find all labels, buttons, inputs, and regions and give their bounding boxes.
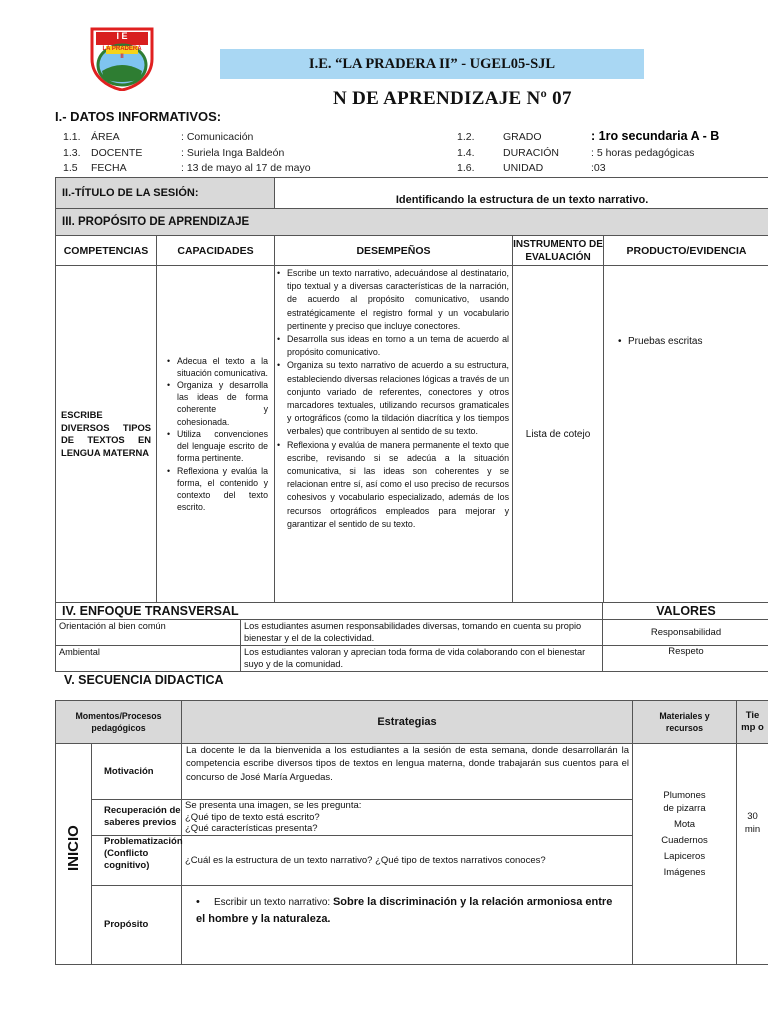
valores-heading: VALORES bbox=[603, 603, 768, 620]
estrategia-proposito-cell bbox=[182, 885, 633, 964]
phase-label: INICIO bbox=[65, 825, 82, 872]
enfoque-table bbox=[55, 602, 768, 672]
material-item: Plumones de pizarra bbox=[663, 790, 706, 814]
logo-initials: I E bbox=[116, 31, 128, 41]
logo-name: LA PRADERA bbox=[102, 46, 142, 52]
info-value: : 5 horas pedagógicas bbox=[591, 147, 695, 159]
tiempo-value: 30 min bbox=[744, 811, 761, 835]
estrategia-motivacion: La docente le da la bienvenida a los estudiantes a la sesión de esta semana, donde desarrollarán la competencia escribe diversos tipos de textos en lengua materna, donde trabajarán sus cuentos para el concurso de José María Arguedas. bbox=[182, 744, 633, 800]
enfoque-name: Orientación al bien común bbox=[56, 620, 241, 646]
proceso-saberes: Recuperación de saberes previos bbox=[92, 800, 182, 836]
proceso-problematizacion: Problematización (Conflicto cognitivo) bbox=[92, 835, 182, 885]
section-heading-datos: I.- DATOS INFORMATIVOS: bbox=[55, 109, 222, 124]
info-key: FECHA bbox=[91, 162, 127, 174]
pregunta-item: ¿Qué características presenta? bbox=[185, 823, 318, 834]
session-title: Identificando la estructura de un texto narrativo. bbox=[395, 194, 649, 206]
school-banner bbox=[220, 49, 644, 79]
info-row: 1.1. bbox=[63, 131, 81, 143]
desempeno-item: • Reflexiona y evalúa de manera permanente el texto que escribe, revisando si se adecúa a la situación comunicativa, si las ideas son coherentes y se relacionan entre sí, así como el uso preciso de recursos cohesivos y vocabulario especializado, además de los recursos ortográficos empleados para mejorar y garantizar el sentido de su texto. bbox=[287, 439, 509, 531]
instrumento-cell bbox=[513, 266, 604, 603]
material-item: Mota bbox=[673, 819, 696, 830]
col-header-competencias: COMPETENCIAS bbox=[56, 236, 157, 266]
enfoque-desc: Los estudiantes valoran y aprecian toda forma de vida colaborando con el bienestar suyo y de la comunidad. bbox=[241, 646, 603, 672]
estrategia-saberes-cell bbox=[182, 800, 633, 836]
material-item: Imágenes bbox=[663, 867, 706, 878]
session-title-cell bbox=[275, 178, 768, 209]
materiales-cell bbox=[633, 744, 737, 965]
document-title: N DE APRENDIZAJE Nº 07 bbox=[333, 88, 572, 109]
info-key: UNIDAD bbox=[503, 162, 544, 174]
competencia-cell bbox=[56, 266, 157, 603]
desempeno-item: • Organiza su texto narrativo de acuerdo a su estructura, estableciendo diversas relaciones lógicas a través de un conjunto variado de referentes, conectores y otros marcadores textuales, utilizando recursos gramaticales y ortográficos (como la tildación diacrítica y los tiempos verbales) que contribuyen al sentido de su texto. bbox=[287, 359, 509, 438]
pregunta-item: ¿Qué tipo de texto está escrito? bbox=[185, 811, 320, 823]
col-header-estrategias: Estrategias bbox=[182, 701, 633, 744]
school-name: I.E. “LA PRADERA II” - UGEL05-SJL bbox=[308, 55, 556, 72]
estrategia-saberes: Se presenta una imagen, se les pregunta: bbox=[185, 800, 362, 811]
info-value: :03 bbox=[591, 162, 606, 174]
col-header-producto: PRODUCTO/EVIDENCIA bbox=[604, 236, 768, 266]
titulo-heading-cell bbox=[56, 178, 275, 209]
section-heading-titulo: II.-TÍTULO DE LA SESIÓN: bbox=[62, 187, 199, 199]
info-value: : 1ro secundaria A - B bbox=[591, 129, 720, 143]
valor-text: Respeto bbox=[603, 646, 768, 672]
phase-cell bbox=[56, 744, 92, 965]
bullet-icon: • bbox=[196, 895, 200, 908]
section-heading-enfoque: IV. ENFOQUE TRANSVERSAL bbox=[62, 604, 239, 618]
logo-number: II bbox=[120, 54, 124, 60]
estrategia-problematizacion: ¿Cuál es la estructura de un texto narrativo? ¿Qué tipo de textos narrativos conoces? bbox=[182, 835, 633, 885]
info-row: 1.4. bbox=[457, 147, 475, 159]
col-header-capacidades: CAPACIDADES bbox=[157, 236, 275, 266]
info-key: GRADO bbox=[503, 131, 542, 143]
proceso-proposito: Propósito bbox=[92, 885, 182, 964]
school-logo bbox=[88, 25, 156, 91]
enfoque-name: Ambiental bbox=[56, 646, 241, 672]
capacidad-item: • Utiliza convenciones del lenguaje escrito de forma pertinente. bbox=[177, 428, 268, 465]
desempeno-item: • Escribe un texto narrativo, adecuándose al destinatario, tipo textual y a diversas características de la narración, de acuerdo al propósito comunicativo, usando estratégicamente el registro formal y un vocabulario pertinente y preciso que incluye conectores. bbox=[287, 267, 509, 333]
enfoque-desc: Los estudiantes asumen responsabilidades diversas, tomando en cuenta su propio bienestar y el de la colectividad. bbox=[241, 620, 603, 646]
capacidades-cell bbox=[157, 266, 275, 603]
info-value: : Suriela Inga Baldeón bbox=[181, 147, 285, 159]
section-heading-proposito: III. PROPÓSITO DE APRENDIZAJE bbox=[62, 216, 250, 228]
info-row: 1.2. bbox=[457, 131, 475, 143]
capacidad-item: • Reflexiona y evalúa la forma, el contenido y contexto del texto escrito. bbox=[177, 465, 268, 514]
material-item: Lapiceros bbox=[663, 851, 706, 862]
info-key: DOCENTE bbox=[91, 147, 143, 159]
col-header-instrumento: INSTRUMENTO DE EVALUACIÓN bbox=[513, 236, 604, 266]
col-header-materiales: Materiales y recursos bbox=[633, 701, 737, 744]
info-row: 1.3. bbox=[63, 147, 81, 159]
capacidad-item: • Adecua el texto a la situación comunicativa. bbox=[177, 355, 268, 379]
col-header-tiempo: Tie mp o bbox=[737, 701, 768, 744]
desempenos-cell bbox=[275, 266, 513, 603]
info-value: : 13 de mayo al 17 de mayo bbox=[181, 162, 311, 174]
info-value: : Comunicación bbox=[181, 131, 254, 143]
col-header-momentos: Momentos/Procesos pedagógicos bbox=[56, 701, 182, 744]
proposito-bold-text: Sobre la discriminación y la relación armoniosa entre el hombre y la naturaleza. bbox=[196, 895, 613, 925]
instrumento-text: Lista de cotejo bbox=[525, 428, 591, 440]
proposito-table bbox=[55, 177, 768, 603]
info-key: DURACIÓN bbox=[503, 147, 560, 159]
section-heading-secuencia: V. SECUENCIA DIDACTICA bbox=[64, 673, 224, 687]
info-row: 1.6. bbox=[457, 162, 475, 174]
enfoque-heading-cell bbox=[56, 603, 603, 620]
info-row: 1.5 bbox=[63, 162, 78, 174]
capacidad-item: • Organiza y desarrolla las ideas de forma coherente y cohesionada. bbox=[177, 379, 268, 428]
proposito-heading-cell bbox=[56, 209, 768, 236]
producto-item: • Pruebas escritas bbox=[628, 336, 768, 347]
proceso-motivacion: Motivación bbox=[92, 744, 182, 800]
secuencia-table bbox=[55, 700, 768, 965]
tiempo-cell bbox=[737, 744, 768, 965]
competencia-text: ESCRIBE DIVERSOS TIPOS DE TEXTOS EN LENGUA MATERNA bbox=[61, 409, 151, 458]
producto-cell bbox=[604, 266, 768, 603]
material-item: Cuadernos bbox=[661, 835, 708, 846]
info-key: ÁREA bbox=[91, 131, 120, 143]
desempeno-item: • Desarrolla sus ideas en torno a un tema de acuerdo al propósito comunicativo. bbox=[287, 333, 509, 359]
proposito-text: Escribir un texto narrativo: bbox=[214, 896, 333, 908]
col-header-desempenos: DESEMPEÑOS bbox=[275, 236, 513, 266]
valor-text: Responsabilidad bbox=[603, 620, 768, 646]
